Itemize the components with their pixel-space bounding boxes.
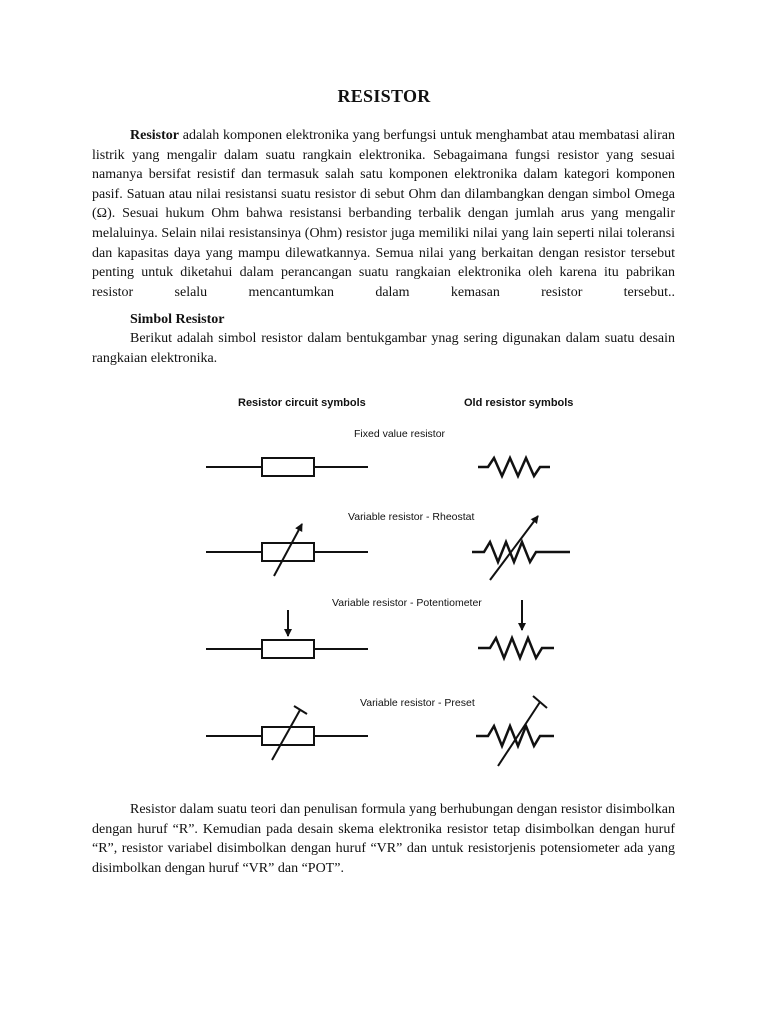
left-column-heading: Resistor circuit symbols xyxy=(238,397,366,409)
rheostat-symbol xyxy=(206,524,368,576)
fixed-resistor-symbol xyxy=(206,458,368,476)
preset-symbol xyxy=(206,706,368,760)
resistor-symbols-figure xyxy=(200,390,580,782)
section-intro-paragraph: Berikut adalah simbol resistor dalam bentukgambar ynag sering digunakan dalam suatu desain rangkaian elektronika. xyxy=(92,331,675,366)
right-column-heading: Old resistor symbols xyxy=(464,397,574,409)
old-fixed-resistor-symbol xyxy=(478,458,550,476)
old-potentiometer-symbol xyxy=(478,600,554,658)
old-rheostat-symbol xyxy=(472,516,570,580)
intro-lead-word: Resistor xyxy=(130,128,179,143)
row-label-fixed: Fixed value resistor xyxy=(354,428,446,440)
row-label-rheostat: Variable resistor - Rheostat xyxy=(348,511,475,523)
row-label-preset: Variable resistor - Preset xyxy=(360,697,475,709)
intro-text: adalah komponen elektronika yang berfungsi untuk menghambat atau membatasi aliran listrik yang mengalir dalam suatu rangkain elektronika. Sebagaimana fungsi resistor yang sesuai namanya bersifat resistif dan termasuk salah satu komponen elektronika dalam kategori komponen pasif. Satuan atau nilai resistansi suatu resistor di sebut Ohm dan dilambangkan dengan simbol Omega (Ω). Sesuai hukum Ohm bahwa resistansi berbanding terbalik dengan jumlah arus yang mengalir melaluinya. Selain nilai resistansinya (Ohm) resistor juga memiliki nilai yang lain seperti nilai toleransi dan kapasitas daya yang mampu dilewatkannya. Semua nilai yang berkaitan dengan resistor tersebut penting untuk diketahui dalam perancangan suatu rangkaian elektronika oleh karena itu pabrikan resistor selalu mencantumkan dalam kemasan resistor tersebut.. xyxy=(92,128,675,300)
page-title: RESISTOR xyxy=(337,86,431,106)
section-heading: Simbol Resistor xyxy=(130,312,225,327)
potentiometer-symbol xyxy=(206,610,368,658)
intro-paragraph xyxy=(92,126,675,302)
old-preset-symbol xyxy=(476,696,554,766)
closing-paragraph: Resistor dalam suatu teori dan penulisan formula yang berhubungan dengan resistor disimbolkan dengan huruf “R”. Kemudian pada desain skema elektronika resistor tetap disimbolkan dengan huruf “R”, resistor variabel disimbolkan dengan huruf “VR” dan untuk resistorjenis potensiometer ada yang disimbolkan dengan huruf “VR” dan “POT”. xyxy=(92,802,675,876)
row-label-potentiometer: Variable resistor - Potentiometer xyxy=(332,597,482,609)
